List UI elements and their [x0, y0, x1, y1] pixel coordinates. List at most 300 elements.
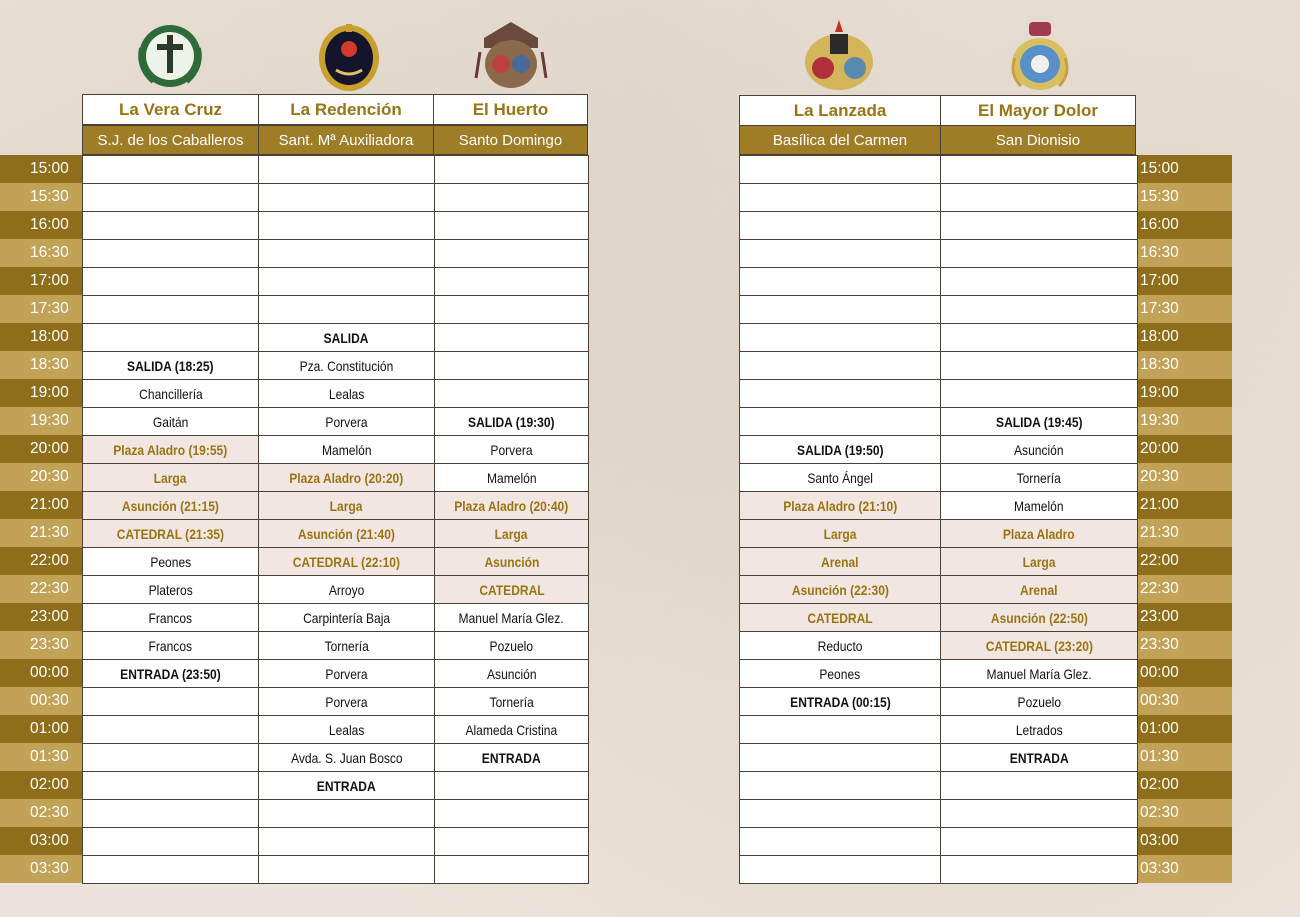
schedule-cell	[83, 324, 259, 352]
table-row	[83, 408, 589, 436]
schedule-cell	[740, 380, 941, 408]
schedule-cell	[435, 324, 589, 352]
table-row	[83, 464, 589, 492]
schedule-cell-text: Alameda Cristina	[465, 721, 558, 738]
schedule-cell-text: Pza. Constitución	[299, 357, 394, 374]
schedule-cell-text: ENTRADA (00:15)	[789, 693, 891, 710]
schedule-cell-text: Asunción (22:30)	[791, 581, 889, 598]
schedule-cell	[740, 212, 941, 240]
schedule-cell	[83, 856, 259, 884]
schedule-cell	[941, 464, 1138, 492]
table-row	[83, 324, 589, 352]
church-vera-cruz: S.J. de los Caballeros	[82, 125, 259, 155]
schedule-cell	[435, 716, 589, 744]
time-slot: 17:30	[1137, 295, 1232, 323]
schedule-cell	[259, 296, 435, 324]
table-row	[83, 604, 589, 632]
schedule-cell	[740, 772, 941, 800]
time-slot: 17:30	[0, 295, 82, 323]
time-slot: 03:30	[1137, 855, 1232, 883]
time-slot: 00:30	[1137, 687, 1232, 715]
schedule-cell	[740, 548, 941, 576]
schedule-cell-text: ENTRADA	[1009, 749, 1069, 766]
schedule-cell-text: Gaitán	[152, 413, 189, 430]
time-column-left	[0, 155, 82, 883]
table-row	[740, 604, 1138, 632]
time-slot: 19:30	[0, 407, 82, 435]
schedule-cell-text: SALIDA (19:30)	[468, 413, 555, 430]
schedule-cell-text: Larga	[495, 525, 528, 542]
schedule-cell-text: Peones	[150, 553, 191, 570]
schedule-cell	[941, 492, 1138, 520]
table-row	[740, 800, 1138, 828]
schedule-cell	[435, 492, 589, 520]
schedule-cell	[83, 492, 259, 520]
schedule-cell	[83, 828, 259, 856]
schedule-cell	[259, 744, 435, 772]
time-slot: 03:00	[1137, 827, 1232, 855]
schedule-cell	[941, 828, 1138, 856]
time-slot: 00:30	[0, 687, 82, 715]
schedule-cell	[740, 744, 941, 772]
table-row	[740, 408, 1138, 436]
time-slot: 23:00	[1137, 603, 1232, 631]
time-slot: 21:00	[0, 491, 82, 519]
schedule-cell-text: Larga	[823, 525, 857, 542]
time-slot: 23:30	[0, 631, 82, 659]
brotherhood-name-huerto: El Huerto	[433, 94, 588, 125]
schedule-cell	[740, 240, 941, 268]
schedule-cell	[941, 352, 1138, 380]
schedule-cell-text: CATEDRAL (23:20)	[985, 637, 1093, 654]
schedule-cell	[435, 240, 589, 268]
table-row	[83, 716, 589, 744]
huerto-crest-icon	[474, 18, 548, 92]
table-row	[740, 324, 1138, 352]
table-row	[740, 520, 1138, 548]
time-slot: 21:00	[1137, 491, 1232, 519]
schedule-cell	[259, 716, 435, 744]
table-row	[740, 772, 1138, 800]
schedule-cell-text: Plaza Aladro (19:55)	[113, 441, 228, 458]
schedule-cell-text: Reducto	[817, 637, 863, 654]
schedule-cell	[83, 772, 259, 800]
time-slot: 19:00	[1137, 379, 1232, 407]
time-slot: 00:00	[0, 659, 82, 687]
schedule-cell	[259, 380, 435, 408]
schedule-cell	[941, 296, 1138, 324]
schedule-cell-text: Manuel María Glez.	[986, 665, 1092, 682]
schedule-cell	[83, 632, 259, 660]
schedule-cell	[740, 800, 941, 828]
time-slot: 18:00	[0, 323, 82, 351]
schedule-cell	[259, 268, 435, 296]
schedule-cell	[941, 436, 1138, 464]
schedule-cell	[259, 520, 435, 548]
time-slot: 19:00	[0, 379, 82, 407]
time-slot: 23:30	[1137, 631, 1232, 659]
time-slot: 18:00	[1137, 323, 1232, 351]
table-row	[83, 548, 589, 576]
schedule-cell-text: SALIDA	[324, 329, 369, 346]
table-row	[83, 660, 589, 688]
table-row	[83, 492, 589, 520]
schedule-cell	[435, 296, 589, 324]
time-slot: 03:00	[0, 827, 82, 855]
schedule-cell	[259, 688, 435, 716]
schedule-cell	[941, 268, 1138, 296]
time-slot: 02:30	[0, 799, 82, 827]
schedule-cell	[435, 184, 589, 212]
schedule-cell-text: Avda. S. Juan Bosco	[290, 749, 403, 766]
schedule-cell	[83, 352, 259, 380]
time-slot: 15:00	[1137, 155, 1232, 183]
table-row	[83, 156, 589, 184]
table-row	[83, 688, 589, 716]
time-slot: 20:30	[0, 463, 82, 491]
schedule-cell-text: Plaza Aladro (20:20)	[289, 469, 404, 486]
table-row	[83, 576, 589, 604]
table-row	[740, 716, 1138, 744]
schedule-cell	[83, 744, 259, 772]
schedule-cell-text: SALIDA (19:50)	[796, 441, 884, 458]
schedule-cell	[740, 352, 941, 380]
schedule-cell	[740, 716, 941, 744]
time-column-right	[1137, 155, 1232, 883]
schedule-cell	[259, 828, 435, 856]
table-row	[83, 436, 589, 464]
schedule-cell-text: ENTRADA	[482, 749, 541, 766]
schedule-cell	[941, 660, 1138, 688]
schedule-cell-text: CATEDRAL	[478, 581, 545, 598]
time-slot: 18:30	[1137, 351, 1232, 379]
table-row	[740, 436, 1138, 464]
time-slot: 22:00	[1137, 547, 1232, 575]
schedule-cell-text: Francos	[148, 609, 193, 626]
table-row	[83, 800, 589, 828]
table-row	[740, 296, 1138, 324]
schedule-cell	[435, 800, 589, 828]
time-slot: 01:00	[1137, 715, 1232, 743]
schedule-cell-text: Porvera	[325, 413, 368, 430]
schedule-cell	[941, 772, 1138, 800]
table-row	[740, 744, 1138, 772]
schedule-cell-text: ENTRADA	[317, 777, 376, 794]
schedule-cell	[941, 184, 1138, 212]
table-row	[740, 828, 1138, 856]
time-slot: 20:00	[1137, 435, 1232, 463]
time-slot: 23:00	[0, 603, 82, 631]
schedule-cell	[941, 324, 1138, 352]
schedule-cell	[259, 436, 435, 464]
schedule-cell	[941, 156, 1138, 184]
schedule-cell	[83, 268, 259, 296]
schedule-cell-text: CATEDRAL (22:10)	[292, 553, 401, 570]
schedule-cell	[83, 240, 259, 268]
table-row	[83, 380, 589, 408]
schedule-cell	[259, 408, 435, 436]
schedule-cell-text: Asunción (21:15)	[121, 497, 220, 514]
time-slot: 16:30	[1137, 239, 1232, 267]
schedule-cell	[740, 184, 941, 212]
time-slot: 20:30	[1137, 463, 1232, 491]
schedule-cell-text: Manuel María Glez.	[458, 609, 565, 626]
schedule-cell	[941, 212, 1138, 240]
table-row	[83, 856, 589, 884]
schedule-cell-text: Asunción (22:50)	[990, 609, 1088, 626]
table-row	[83, 240, 589, 268]
time-slot: 15:30	[0, 183, 82, 211]
schedule-cell	[941, 240, 1138, 268]
schedule-cell	[259, 212, 435, 240]
schedule-cell-text: Asunción	[484, 553, 539, 570]
schedule-cell	[83, 296, 259, 324]
table-row	[740, 240, 1138, 268]
schedule-table-right	[739, 155, 1138, 884]
schedule-cell-text: Asunción	[1014, 441, 1064, 458]
schedule-cell	[259, 576, 435, 604]
time-slot: 01:30	[1137, 743, 1232, 771]
schedule-cell-text: Plaza Aladro	[1003, 525, 1075, 542]
schedule-cell	[83, 156, 259, 184]
time-slot: 15:00	[0, 155, 82, 183]
table-row	[740, 492, 1138, 520]
table-row	[740, 156, 1138, 184]
schedule-cell	[259, 800, 435, 828]
schedule-cell	[941, 688, 1138, 716]
time-slot: 22:00	[0, 547, 82, 575]
time-slot: 02:30	[1137, 799, 1232, 827]
schedule-cell	[435, 464, 589, 492]
schedule-cell	[435, 520, 589, 548]
schedule-cell	[740, 436, 941, 464]
schedule-cell	[435, 548, 589, 576]
table-row	[740, 464, 1138, 492]
schedule-cell-text: SALIDA (19:45)	[995, 413, 1083, 430]
schedule-cell	[941, 380, 1138, 408]
schedule-cell	[740, 632, 941, 660]
schedule-cell	[941, 576, 1138, 604]
table-row	[740, 660, 1138, 688]
time-slot: 02:00	[0, 771, 82, 799]
schedule-cell-text: CATEDRAL	[807, 609, 873, 626]
table-row	[740, 352, 1138, 380]
schedule-cell-text: Larga	[330, 497, 363, 514]
schedule-cell	[740, 576, 941, 604]
schedule-cell	[435, 156, 589, 184]
schedule-cell	[83, 604, 259, 632]
time-slot: 15:30	[1137, 183, 1232, 211]
church-redencion: Sant. Mª Auxiliadora	[258, 125, 434, 155]
schedule-cell	[435, 212, 589, 240]
table-row	[83, 212, 589, 240]
church-mayor-dolor: San Dionisio	[940, 125, 1136, 155]
schedule-cell-text: Mamelón	[486, 469, 537, 486]
schedule-cell-text: Tornería	[324, 637, 369, 654]
table-row	[740, 268, 1138, 296]
time-slot: 18:30	[0, 351, 82, 379]
schedule-cell	[941, 408, 1138, 436]
schedule-cell-text: Chancillería	[138, 385, 203, 402]
schedule-cell-text: Tornería	[1016, 469, 1062, 486]
schedule-cell	[435, 408, 589, 436]
table-row	[740, 856, 1138, 884]
schedule-cell	[740, 408, 941, 436]
schedule-cell-text: Plaza Aladro (21:10)	[783, 497, 897, 514]
time-slot: 16:00	[0, 211, 82, 239]
schedule-cell	[740, 464, 941, 492]
schedule-cell-text: Letrados	[1015, 721, 1063, 738]
time-slot: 03:30	[0, 855, 82, 883]
schedule-cell-text: Tornería	[489, 693, 534, 710]
schedule-cell	[259, 632, 435, 660]
schedule-cell-text: Peones	[819, 665, 861, 682]
schedule-cell	[259, 156, 435, 184]
table-row	[83, 296, 589, 324]
schedule-cell	[740, 828, 941, 856]
schedule-cell	[259, 492, 435, 520]
schedule-cell-text: Mamelón	[1014, 497, 1064, 514]
schedule-cell-text: Porvera	[325, 665, 368, 682]
schedule-cell-text: Asunción (21:40)	[297, 525, 396, 542]
table-row	[740, 184, 1138, 212]
table-row	[83, 772, 589, 800]
schedule-cell	[740, 604, 941, 632]
schedule-cell	[435, 604, 589, 632]
table-row	[740, 576, 1138, 604]
schedule-cell	[435, 772, 589, 800]
schedule-cell-text: Porvera	[490, 441, 533, 458]
schedule-cell	[941, 800, 1138, 828]
schedule-cell	[259, 856, 435, 884]
schedule-cell	[740, 296, 941, 324]
table-row	[83, 352, 589, 380]
schedule-cell	[259, 324, 435, 352]
schedule-cell-text: Plateros	[148, 581, 193, 598]
schedule-cell	[435, 436, 589, 464]
schedule-cell	[435, 380, 589, 408]
schedule-cell	[435, 744, 589, 772]
schedule-cell-text: Asunción	[486, 665, 537, 682]
brotherhood-name-vera-cruz: La Vera Cruz	[82, 94, 259, 125]
schedule-cell-text: CATEDRAL (21:35)	[116, 525, 225, 542]
schedule-cell	[435, 576, 589, 604]
schedule-cell	[740, 492, 941, 520]
schedule-cell	[83, 548, 259, 576]
schedule-cell	[941, 744, 1138, 772]
time-slot: 19:30	[1137, 407, 1232, 435]
table-row	[740, 212, 1138, 240]
table-row	[740, 688, 1138, 716]
table-row	[83, 632, 589, 660]
schedule-cell	[83, 464, 259, 492]
brotherhood-name-redencion: La Redención	[258, 94, 434, 125]
brotherhood-name-mayor-dolor: El Mayor Dolor	[940, 95, 1136, 126]
schedule-cell-text: Santo Ángel	[807, 469, 873, 486]
schedule-cell	[83, 408, 259, 436]
schedule-cell	[83, 520, 259, 548]
schedule-cell-text: Lealas	[328, 385, 365, 402]
schedule-cell-text: Arenal	[821, 553, 859, 570]
schedule-cell-text: Pozuelo	[1017, 693, 1061, 710]
time-slot: 20:00	[0, 435, 82, 463]
time-slot: 17:00	[1137, 267, 1232, 295]
schedule-cell	[259, 604, 435, 632]
schedule-cell	[740, 156, 941, 184]
schedule-cell	[435, 660, 589, 688]
table-row	[740, 632, 1138, 660]
table-row	[83, 520, 589, 548]
schedule-cell	[740, 268, 941, 296]
schedule-cell-text: Francos	[148, 637, 193, 654]
brotherhood-name-lanzada: La Lanzada	[739, 95, 941, 126]
schedule-cell	[941, 520, 1138, 548]
schedule-cell	[941, 716, 1138, 744]
time-slot: 01:30	[0, 743, 82, 771]
schedule-cell-text: Larga	[1022, 553, 1056, 570]
redencion-crest-icon	[312, 18, 386, 92]
schedule-cell	[83, 576, 259, 604]
time-slot: 21:30	[1137, 519, 1232, 547]
time-slot: 02:00	[1137, 771, 1232, 799]
schedule-cell	[941, 548, 1138, 576]
mayor-dolor-crest-icon	[1003, 18, 1077, 92]
schedule-cell	[83, 212, 259, 240]
table-row	[83, 184, 589, 212]
schedule-cell	[83, 800, 259, 828]
schedule-cell	[740, 856, 941, 884]
table-row	[740, 380, 1138, 408]
schedule-table-left	[82, 155, 589, 884]
schedule-cell	[259, 184, 435, 212]
schedule-cell	[259, 660, 435, 688]
schedule-cell	[435, 352, 589, 380]
time-slot: 16:00	[1137, 211, 1232, 239]
schedule-cell	[83, 660, 259, 688]
schedule-cell	[435, 268, 589, 296]
schedule-cell	[83, 184, 259, 212]
table-row	[740, 548, 1138, 576]
schedule-cell-text: Pozuelo	[489, 637, 534, 654]
schedule-cell	[740, 688, 941, 716]
schedule-cell	[435, 688, 589, 716]
schedule-cell-text: Larga	[154, 469, 187, 486]
schedule-cell	[83, 716, 259, 744]
schedule-cell-text: ENTRADA (23:50)	[120, 665, 221, 682]
time-slot: 16:30	[0, 239, 82, 267]
time-slot: 17:00	[0, 267, 82, 295]
schedule-cell	[259, 352, 435, 380]
table-row	[83, 268, 589, 296]
time-slot: 21:30	[0, 519, 82, 547]
time-slot: 00:00	[1137, 659, 1232, 687]
schedule-cell-text: Porvera	[325, 693, 368, 710]
church-huerto: Santo Domingo	[433, 125, 588, 155]
time-slot: 22:30	[1137, 575, 1232, 603]
schedule-cell	[435, 632, 589, 660]
schedule-cell	[435, 856, 589, 884]
schedule-cell	[740, 660, 941, 688]
vera-cruz-crest-icon	[133, 18, 207, 92]
schedule-cell-text: Carpintería Baja	[302, 609, 390, 626]
time-slot: 01:00	[0, 715, 82, 743]
schedule-cell	[259, 772, 435, 800]
church-lanzada: Basílica del Carmen	[739, 125, 941, 155]
schedule-cell-text: Plaza Aladro (20:40)	[454, 497, 569, 514]
schedule-cell	[83, 688, 259, 716]
table-row	[83, 828, 589, 856]
table-row	[83, 744, 589, 772]
